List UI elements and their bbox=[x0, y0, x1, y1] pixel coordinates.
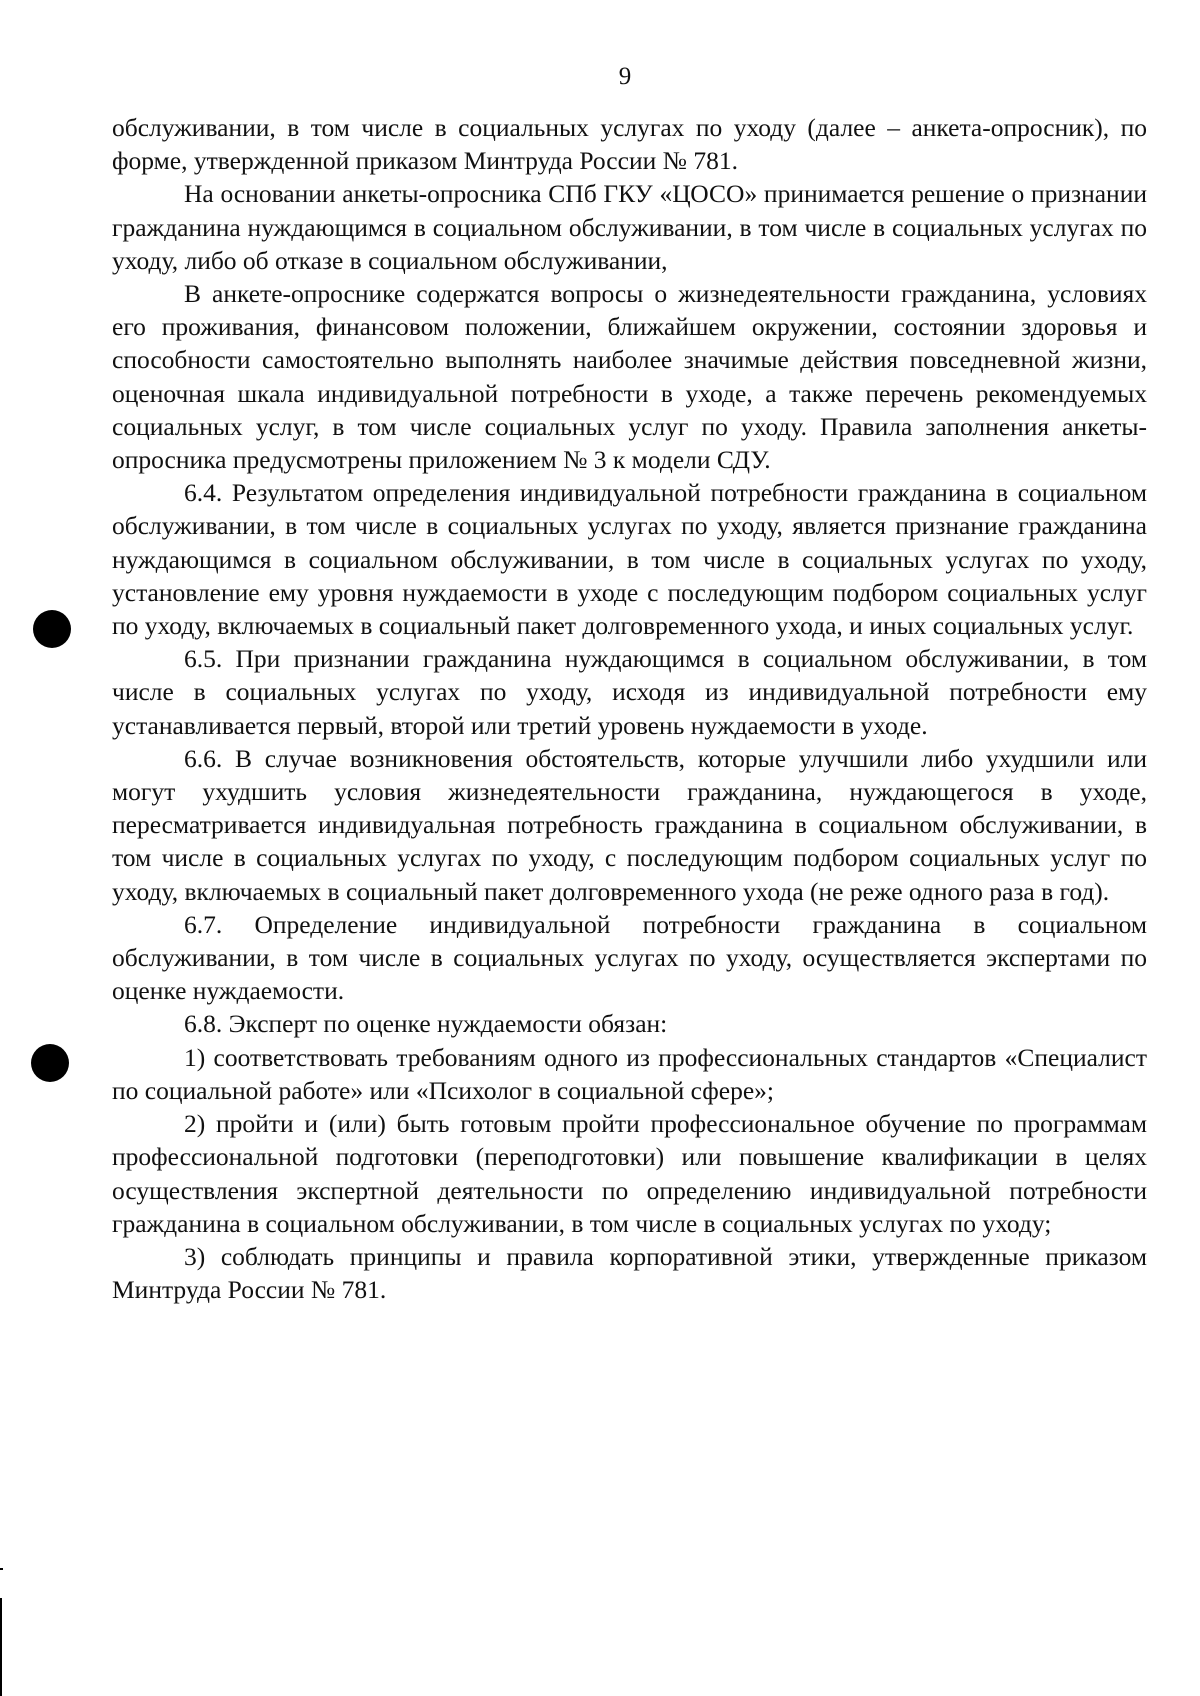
paragraph-6-6: 6.6. В случае возникновения обстоятельств, которые улучшили либо ухудшили или могут ухудшить условия жизнедеятельности гражданина, нуждающегося в уходе, пересматривается индивидуальная потребность гражданина в социальном обслуживании, в том числе в социальных услугах по уходу, с последующим подбором социальных услуг по уходу, включаемых в социальный пакет долговременного ухода (не реже одного раза в год). bbox=[112, 743, 1147, 906]
list-item-3: 3) соблюдать принципы и правила корпоративной этики, утвержденные приказом Минтруда России № 781. bbox=[112, 1241, 1147, 1305]
list-item-2: 2) пройти и (или) быть готовым пройти профессиональное обучение по программам профессиональной подготовки (переподготовки) или повышение квалификации в целях осуществления экспертной деятельности по определению индивидуальной потребности гражданина в социальном обслуживании, в том числе в социальных услугах по уходу; bbox=[112, 1109, 1147, 1238]
paragraph-6-8: 6.8. Эксперт по оценке нуждаемости обязан: bbox=[184, 1009, 668, 1039]
paragraph-continuation: обслуживании, в том числе в социальных услугах по уходу (далее – анкета-опросник), по форме, утвержденной приказом Минтруда России № 781. bbox=[112, 113, 1147, 176]
paragraph-6-5: 6.5. При признании гражданина нуждающимся в социальном обслуживании, в том числе в социальных услугах по уходу, исходя из индивидуальной потребности ему устанавливается первый, второй или третий уровень нуждаемости в уходе. bbox=[112, 644, 1147, 740]
paragraph-decision-basis: На основании анкеты-опросника СПб ГКУ «ЦОСО» принимается решение о признании гражданина нуждающимся в социальном обслуживании, в том числе в социальных услугах по уходу, либо об отказе в социальном обслуживании, bbox=[112, 179, 1147, 275]
paragraph-6-7: 6.7. Определение индивидуальной потребности гражданина в социальном обслуживании, в том числе в социальных услугах по уходу, осуществляется экспертами по оценке нуждаемости. bbox=[112, 909, 1147, 1006]
scan-edge-line bbox=[0, 1598, 2, 1696]
page-number: 9 bbox=[618, 63, 632, 90]
punch-hole-mark bbox=[33, 610, 71, 648]
list-item-1: 1) соответствовать требованиям одного из профессиональных стандартов «Специалист по социальной работе» или «Психолог в социальной сфере»; bbox=[112, 1042, 1147, 1105]
paragraph-6-4: 6.4. Результатом определения индивидуальной потребности гражданина в социальном обслуживании, в том числе в социальных услугах по уходу, является признание гражданина нуждающимся в социальном обслуживании, в том числе в социальных услугах по уходу, установление ему уровня нуждаемости в уходе с последующим подбором социальных услуг по уходу, включаемых в социальный пакет долговременного ухода, и иных социальных услуг. bbox=[112, 478, 1147, 641]
scan-edge-mark bbox=[0, 1568, 3, 1570]
document-body bbox=[112, 111, 1147, 1306]
punch-hole-mark bbox=[31, 1044, 69, 1082]
paragraph-questionnaire-contents: В анкете-опроснике содержатся вопросы о жизнедеятельности гражданина, условиях его проживания, финансовом положении, ближайшем окружении, состоянии здоровья и способности самостоятельно выполнять наиболее значимые действия повседневной жизни, оценочная шкала индивидуальной потребности в уходе, а также перечень рекомендуемых социальных услуг, в том числе социальных услуг по уходу. Правила заполнения анкеты-опросника предусмотрены приложением № 3 к модели СДУ. bbox=[112, 279, 1147, 475]
